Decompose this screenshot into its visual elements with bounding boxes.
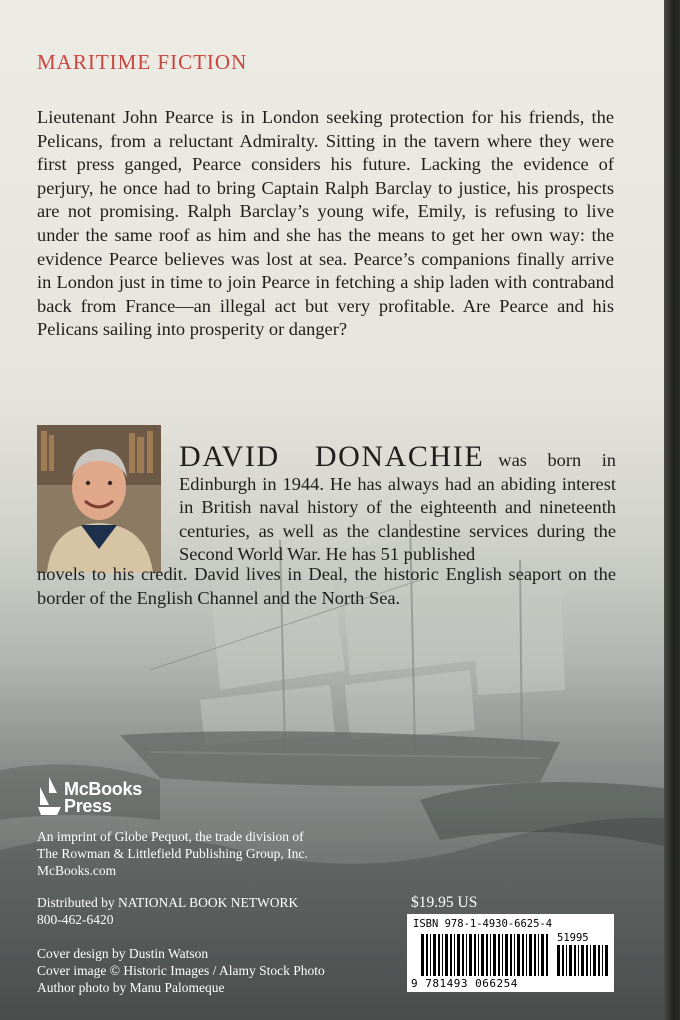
distributor-line: Distributed by NATIONAL BOOK NETWORK	[37, 895, 299, 910]
logo-line-1: McBooks	[64, 779, 142, 799]
cover-image-credit: Cover image © Historic Images / Alamy Stock Photo	[37, 963, 325, 978]
barcode-digits: 9 781493 066254	[411, 977, 518, 990]
book-blurb: Lieutenant John Pearce is in London seeking protection for his friends, the Pelicans, from a reluctant Admiralty. Sitting in the tavern where they were first press ganged, Pearce considers his future. Lacking the evidence of perjury, he once had to bring Captain Ralph Barclay to justice, his prospects are not promising. Ralph Barclay’s young wife, Emily, is refusing to live under the same roof as him and she has the means to get her own way: the evidence Pearce believes was lost at sea. Pearce’s companions finally arrive in London just in time to join Pearce in fetching a ship laden with contraband back from France—an illegal act but very profitable. Are Pearce and his Pelicans sailing into prosperity or danger?	[37, 107, 614, 340]
barcode-supplement-digits: 51995	[557, 932, 589, 944]
imprint-line-1: An imprint of Globe Pequot, the trade division of	[37, 829, 304, 844]
logo-line-2: Press	[64, 796, 112, 816]
price-label: $19.95 US	[411, 894, 478, 911]
author-photo-credit: Author photo by Manu Palomeque	[37, 980, 225, 995]
distribution-info	[37, 894, 298, 928]
publisher-logo	[37, 775, 177, 819]
imprint-line-2: The Rowman & Littlefield Publishing Group, Inc.	[37, 846, 308, 861]
bio-text-part1: was born in Edinburgh in 1944. He has always had an abiding interest in British naval history of the eighteenth and nineteenth centuries, as well as the clandestine services during the Second World War. He has 51 published	[179, 450, 617, 565]
publisher-website: McBooks.com	[37, 863, 117, 878]
isbn-text: ISBN 978-1-4930-6625-4	[413, 918, 553, 930]
distributor-phone: 800-462-6420	[37, 912, 114, 927]
author-bio	[37, 440, 617, 608]
spine-edge	[664, 0, 680, 1020]
cover-design-credit: Cover design by Dustin Watson	[37, 946, 209, 961]
isbn-barcode	[407, 914, 614, 992]
author-photo	[37, 425, 161, 573]
bio-text-part2: novels to his credit. David lives in Deal, the historic English seaport on the border of the English Channel and the North Sea.	[37, 564, 616, 608]
credits	[37, 945, 325, 996]
imprint-info	[37, 828, 308, 879]
author-name: DAVID DONACHIE	[179, 440, 485, 473]
genre-label: MARITIME FICTION	[37, 50, 248, 74]
ship-logo-icon	[37, 775, 63, 819]
